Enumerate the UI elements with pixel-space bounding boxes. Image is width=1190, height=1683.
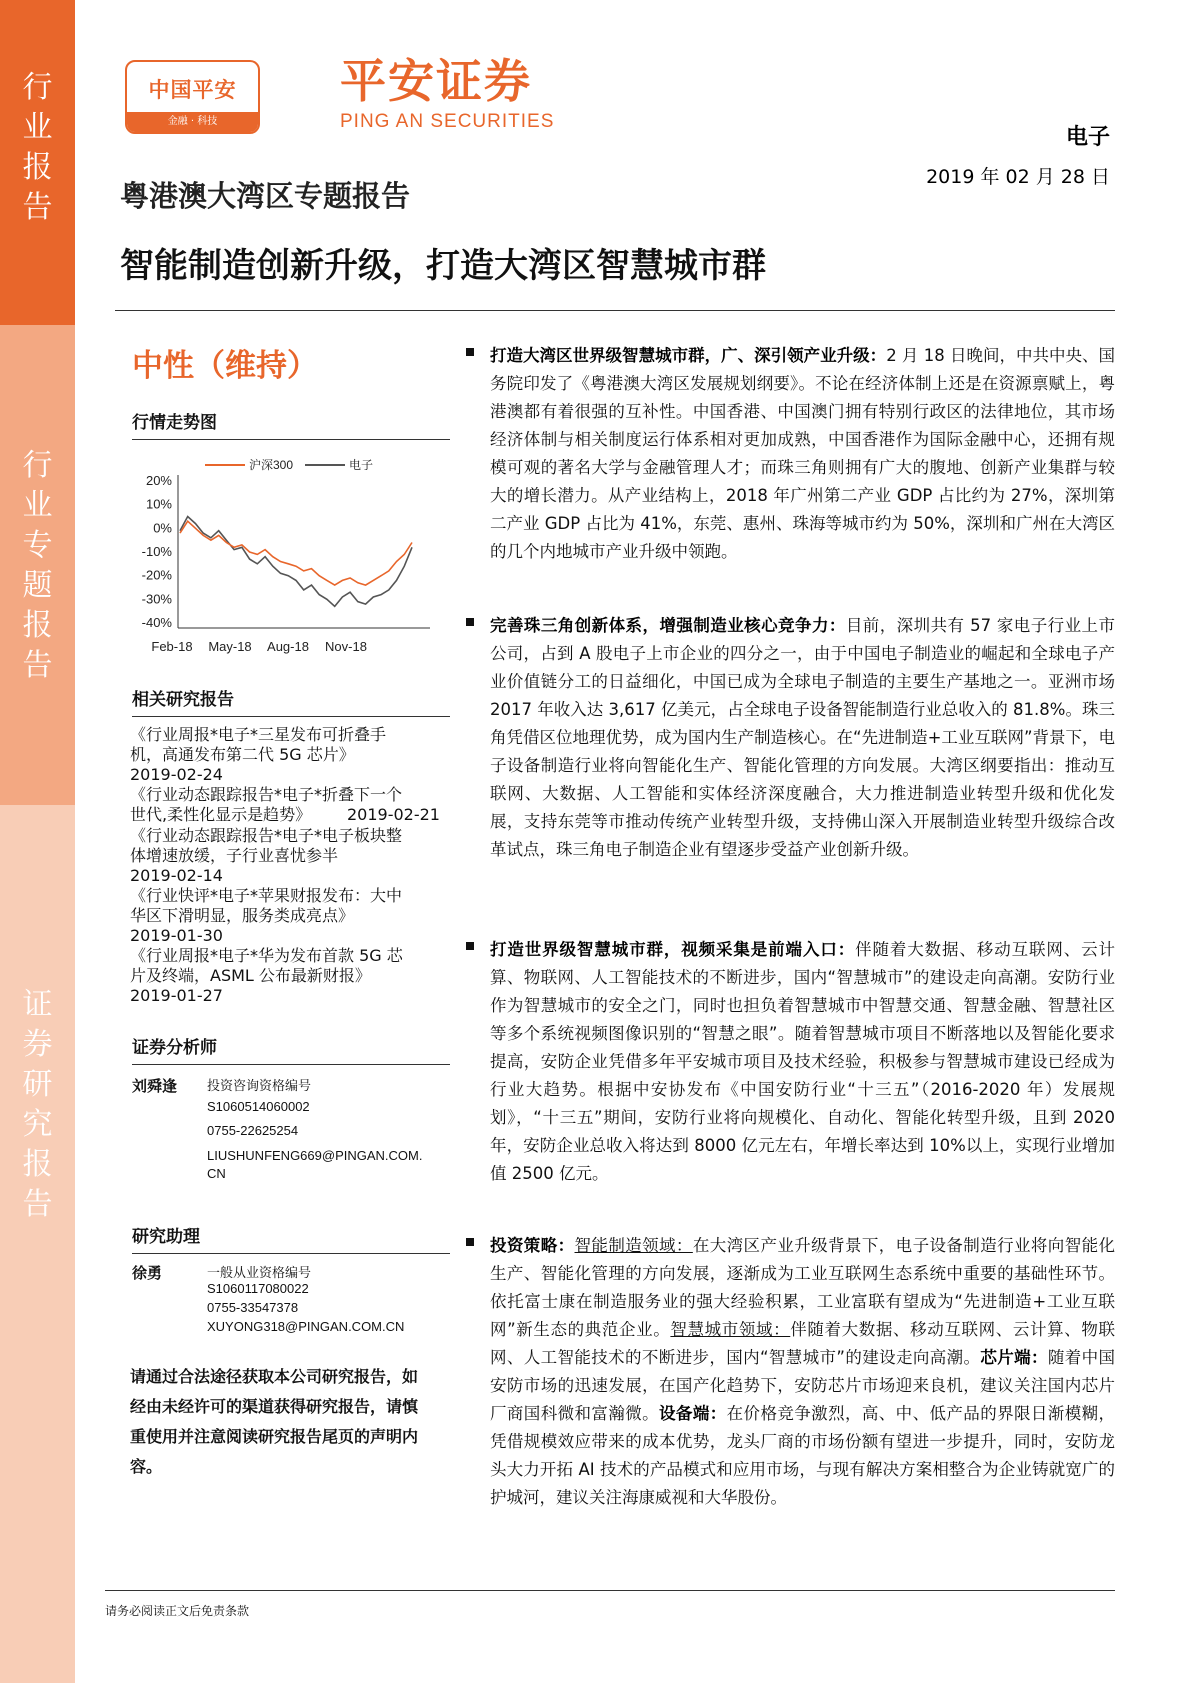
y-tick-label: 0%: [153, 520, 172, 536]
sector-label: 电子: [1065, 125, 1110, 150]
brand-name-cn: 平安证券: [340, 54, 532, 108]
related-report-date: 2019-02-14: [130, 866, 223, 885]
summary-point-2: [490, 612, 1115, 864]
strip-label-topic: 行 业 专 题 报 告: [22, 448, 53, 683]
related-report-line1: 《行业周报*电子*华为发布首款 5G 芯: [130, 946, 403, 965]
related-report-line1: 《行业快评*电子*苹果财报发布：大中: [130, 886, 403, 905]
related-report-4[interactable]: [130, 886, 450, 926]
summary-point-3: [490, 936, 1115, 1188]
assistant-email[interactable]: XUYONG318@PINGAN.COM.CN: [207, 1319, 405, 1334]
related-report-date: 2019-02-21: [347, 805, 440, 824]
assistant-qual-label: 一般从业资格编号: [207, 1265, 312, 1280]
related-report-line1: 《行业周报*电子*三星发布可折叠手: [130, 725, 387, 744]
brand-name-en: PING AN SECURITIES: [340, 111, 555, 132]
related-report-date: 2019-01-30: [130, 926, 223, 945]
assistant-phone: 0755-33547378: [207, 1300, 299, 1315]
access-disclaimer: 请通过合法途径获取本公司研究报告，如经由未经许可的渠道获得研究报告，请慎重使用并注意阅读研究报告尾页的声明内容。: [130, 1367, 419, 1476]
y-tick-label: 20%: [145, 473, 172, 488]
assistant-qual-no: S1060117080022: [207, 1281, 309, 1296]
strip-label-report-type: 行 业 报 告: [22, 70, 53, 225]
y-tick-labels: [142, 473, 173, 630]
series-line-electronics: [180, 517, 412, 607]
title-divider: [115, 310, 1115, 311]
series-line-hs300: [180, 521, 412, 585]
strategy-smart-city-label: 智慧城市领域：: [670, 1320, 791, 1339]
analyst-qual-no: S1060514060002: [207, 1099, 310, 1114]
strategy-device-label: 设备端：: [659, 1404, 727, 1423]
strategy-text: [490, 1232, 1115, 1512]
summary-point-text: [490, 342, 1115, 566]
y-tick-label: -40%: [141, 615, 172, 630]
strategy-chip-label: 芯片端：: [980, 1348, 1048, 1367]
related-report-1[interactable]: [130, 725, 450, 765]
investment-strategy: [490, 1232, 1115, 1512]
y-tick-label: 10%: [145, 496, 172, 512]
badge-subtext: 金融 · 科技: [127, 112, 258, 132]
summary-point-body: 伴随着大数据、移动互联网、云计算、物联网、人工智能技术的不断进步，国内“智慧城市”的建设走向高潮。安防行业作为智慧城市的安全之门，同时也担负着智慧城市中智慧交通、智慧金融、智慧社区等多个系统视频图像识别的“智慧之眼”。随着智慧城市项目不断落地以及智能化要求提高，安防企业凭借多年平安城市项目及技术经验，积极参与智慧城市建设已经成为行业大趋势。根据中安协发布《中国安防行业“十三五”（2016-2020 年）发展规划》，“十三五”期间，安防行业将向规模化、自动化、智能化转型升级，且到 2020 年，安防企业总收入将达到 8000 亿元左右，年增长率达到 10%以上，实现行业增加值 2500 亿元。: [490, 940, 1116, 1183]
analyst-phone: 0755-22625254: [207, 1123, 299, 1138]
strategy-lead: 投资策略：: [490, 1236, 575, 1255]
strategy-smart-manufacturing-label: 智能制造领域：: [574, 1236, 693, 1255]
strategy-smart-manufacturing-text: 在大湾区产业升级背景下，电子设备制造行业将向智能化生产、智能化管理的方向发展，逐渐成为工业互联网生态系统中重要的基础性环节。依托富士康在制造服务业的强大经验积累，工业富联有望成为“先进制造+工业互联网”新生态的典范企业。: [490, 1236, 1116, 1339]
strategy-chip-text: 随着中国安防市场的迅速发展，在国产化趋势下，安防芯片市场迎来良机，建议关注国内芯片厂商国科微和富瀚微。: [490, 1348, 1116, 1423]
related-report-line2: 华区下滑明显，服务类成亮点》: [130, 906, 355, 925]
side-strip-bottom: [0, 805, 75, 1683]
y-tick-label: -30%: [141, 591, 172, 607]
footer-divider: [105, 1590, 1115, 1591]
summary-point-text: [490, 936, 1115, 1188]
related-report-line2: 体增速放缓，子行业喜忧参半: [130, 846, 339, 865]
summary-point-body: 目前，深圳共有 57 家电子行业上市公司，占到 A 股电子上市企业的四分之一，由于中国电子制造业的崛起和全球电子产业价值链分工的日益细化，中国已成为全球电子制造的主要生产基地之一。亚洲市场 2017 年收入达 3,617 亿美元，占全球电子设备智能制造行业总收入的 81.8%。珠三角凭借区位地理优势，成为国内生产制造核心。在“先进制造+工业互联网”背景下，电子设备制造行业将向智能化生产、智能化管理的方向发展。大湾区纲要指出：推动互联网、大数据、人工智能和实体经济深度融合，大力推进制造业转型升级和优化发展，支持东莞等市推动传统产业转型升级，支持佛山深入开展制造业转型升级综合改革试点，珠三角电子制造企业有望逐步受益产业创新升级。: [490, 616, 1115, 859]
related-report-date: 2019-02-24: [130, 765, 223, 784]
related-report-date: 2019-01-27: [130, 986, 223, 1005]
summary-point-1: [490, 342, 1115, 566]
report-date: 2019 年 02 月 28 日: [926, 166, 1110, 188]
series-title: 粤港澳大湾区专题报告: [120, 179, 411, 213]
footer-disclaimer-note: 请务必阅读正文后免责条款: [105, 1604, 250, 1618]
price-trend-chart: [130, 455, 450, 665]
summary-point-lead: 打造世界级智慧城市群，视频采集是前端入口：: [490, 940, 856, 959]
x-tick-label: Aug-18: [267, 639, 309, 654]
chart-series: [180, 517, 412, 607]
chart-section-title: 行情走势图: [132, 408, 450, 440]
pingan-badge-logo: [125, 60, 260, 134]
strip-label-securities: 证 券 研 究 报 告: [22, 987, 53, 1222]
related-report-3[interactable]: [130, 826, 450, 866]
related-report-5[interactable]: [130, 946, 450, 986]
rating-badge: 中性（维持）: [132, 348, 318, 384]
x-tick-label: Nov-18: [325, 639, 367, 654]
related-report-line1: 《行业动态跟踪报告*电子*折叠下一个: [130, 785, 403, 804]
bullet-square-icon: [466, 1238, 474, 1246]
chart-legend: [205, 457, 373, 472]
related-report-line2: 片及终端，ASML 公布最新财报》: [130, 966, 371, 985]
x-tick-labels: [151, 639, 367, 654]
assistant-section-title: 研究助理: [132, 1222, 450, 1254]
analyst-name: 刘舜逢: [132, 1077, 178, 1095]
summary-point-text: [490, 612, 1115, 864]
related-report-line1: 《行业动态跟踪报告*电子*电子板块整: [130, 826, 403, 845]
assistant-name: 徐勇: [132, 1264, 163, 1282]
bullet-square-icon: [466, 618, 474, 626]
x-tick-label: May-18: [208, 639, 252, 654]
y-tick-label: -20%: [141, 567, 172, 583]
analyst-email[interactable]: LIUSHUNFENG669@PINGAN.COM.: [207, 1148, 423, 1163]
y-tick-label: -10%: [141, 544, 172, 559]
x-tick-label: Feb-18: [151, 639, 193, 654]
badge-text: 中国平安: [148, 78, 237, 102]
analyst-section-title: 证券分析师: [132, 1033, 450, 1065]
strategy-smart-city-text: 伴随着大数据、移动互联网、云计算、物联网、人工智能技术的不断进步，国内“智慧城市”的建设走向高潮。: [490, 1320, 1116, 1367]
related-report-line2: 世代,柔性化显示是趋势》: [130, 805, 312, 824]
legend-label-electronics: 电子: [349, 458, 374, 472]
analyst-email-cont[interactable]: CN: [207, 1166, 226, 1181]
page-title: 智能制造创新升级，打造大湾区智慧城市群: [120, 246, 766, 286]
related-report-line2: 机，高通发布第二代 5G 芯片》: [130, 745, 355, 764]
strategy-device-text: 在价格竞争激烈，高、中、低产品的界限日渐模糊，凭借规模效应带来的成本优势，龙头厂商的市场份额有望进一步提升，同时，安防龙头大力开拓 AI 技术的产品模式和应用市场，与现有解决方案相整合为企业铸就宽广的护城河，建议关注海康威视和大华股份。: [490, 1404, 1116, 1507]
bullet-square-icon: [466, 348, 474, 356]
summary-point-lead: 打造大湾区世界级智慧城市群，广、深引领产业升级：: [490, 346, 887, 365]
summary-point-lead: 完善珠三角创新体系，增强制造业核心竞争力：: [490, 616, 846, 635]
related-reports-title: 相关研究报告: [132, 685, 450, 717]
chart-svg: [130, 455, 450, 665]
analyst-qual-label: 投资咨询资格编号: [207, 1078, 312, 1093]
legend-label-hs300: 沪深300: [249, 458, 294, 472]
summary-point-body: 2 月 18 日晚间，中共中央、国务院印发了《粤港澳大湾区发展规划纲要》。不论在经济体制上还是在资源禀赋上，粤港澳都有着很强的互补性。中国香港、中国澳门拥有特别行政区的法律地位，其市场经济体制与相关制度运行体系相对更加成熟，中国香港作为国际金融中心，还拥有规模可观的著名大学与金融管理人才；而珠三角则拥有广大的腹地、创新产业集群与较大的增长潜力。从产业结构上，2018 年广州第二产业 GDP 占比约为 27%，深圳第二产业 GDP 占比为 41%，东莞、惠州、珠海等城市约为 50%，深圳和广州在大湾区的几个内地城市产业升级中领跑。: [490, 346, 1116, 561]
bullet-square-icon: [466, 942, 474, 950]
